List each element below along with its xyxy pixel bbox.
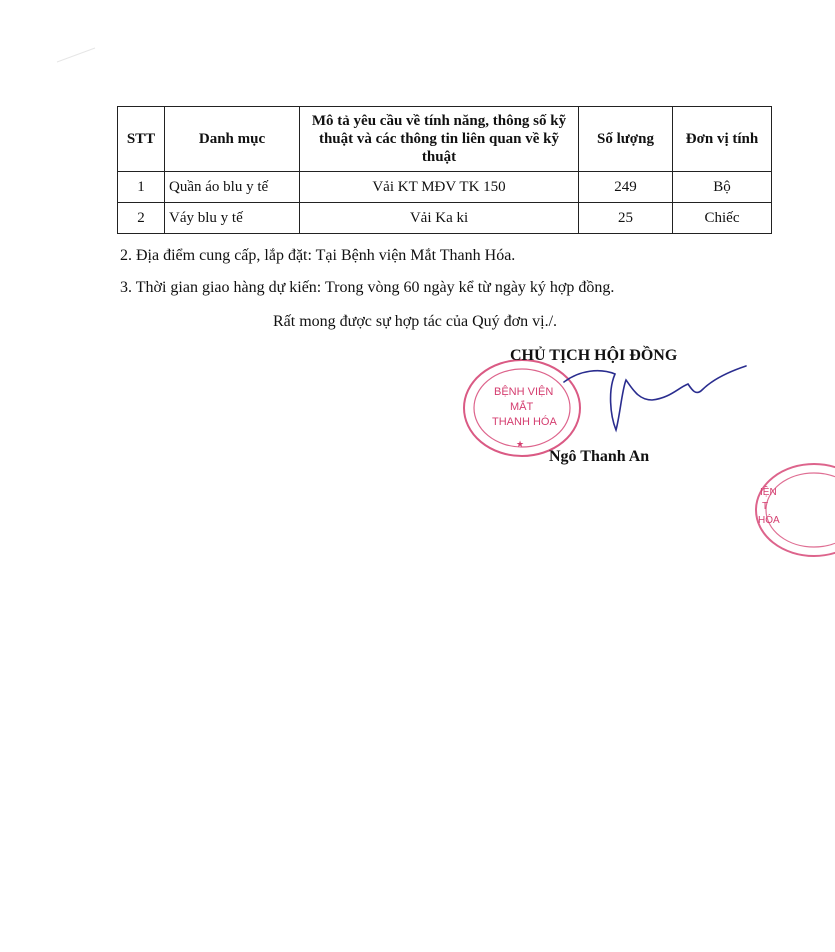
header-description: Mô tả yêu cầu về tính năng, thông số kỹ thuật và các thông tin liên quan về kỹ thuật [300,107,579,172]
delivery-paragraph: 3. Thời gian giao hàng dự kiến: Trong vòng 60 ngày kể từ ngày ký hợp đồng. [120,279,615,296]
cell-category: Váy blu y tế [165,203,300,234]
header-quantity: Số lượng [579,107,673,172]
svg-text:T: T [762,501,769,512]
cell-unit: Chiếc [673,203,772,234]
signer-title: CHỦ TỊCH HỘI ĐỒNG [510,347,678,364]
edge-stamp [752,462,835,557]
cell-quantity: 25 [579,203,673,234]
cell-description: Vải Ka ki [300,203,579,234]
table-row [118,172,772,203]
table-row [118,203,772,234]
cell-unit: Bộ [673,172,772,203]
stamp-line-2: MẮT [510,401,534,413]
svg-text:IỆN: IỆN [760,487,777,498]
header-category: Danh mục [165,107,300,172]
specification-table [117,106,772,234]
cell-quantity: 249 [579,172,673,203]
cell-stt: 2 [118,203,165,234]
svg-text:HÓA: HÓA [758,515,780,526]
svg-text:★: ★ [516,440,525,450]
header-stt: STT [118,107,165,172]
location-paragraph: 2. Địa điểm cung cấp, lắp đặt: Tại Bệnh viện Mắt Thanh Hóa. [120,247,516,264]
table-header-row [118,107,772,172]
scan-artifact [55,40,105,70]
stamp-line-1: BỆNH VIỆN [494,386,554,398]
stamp-line-3: THANH HÓA [492,416,557,428]
handwritten-signature [560,360,750,440]
cell-stt: 1 [118,172,165,203]
header-unit: Đơn vị tính [673,107,772,172]
cell-category: Quần áo blu y tế [165,172,300,203]
signer-name: Ngô Thanh An [549,448,650,465]
cell-description: Vải KT MĐV TK 150 [300,172,579,203]
closing-paragraph: Rất mong được sự hợp tác của Quý đơn vị./. [273,313,558,330]
